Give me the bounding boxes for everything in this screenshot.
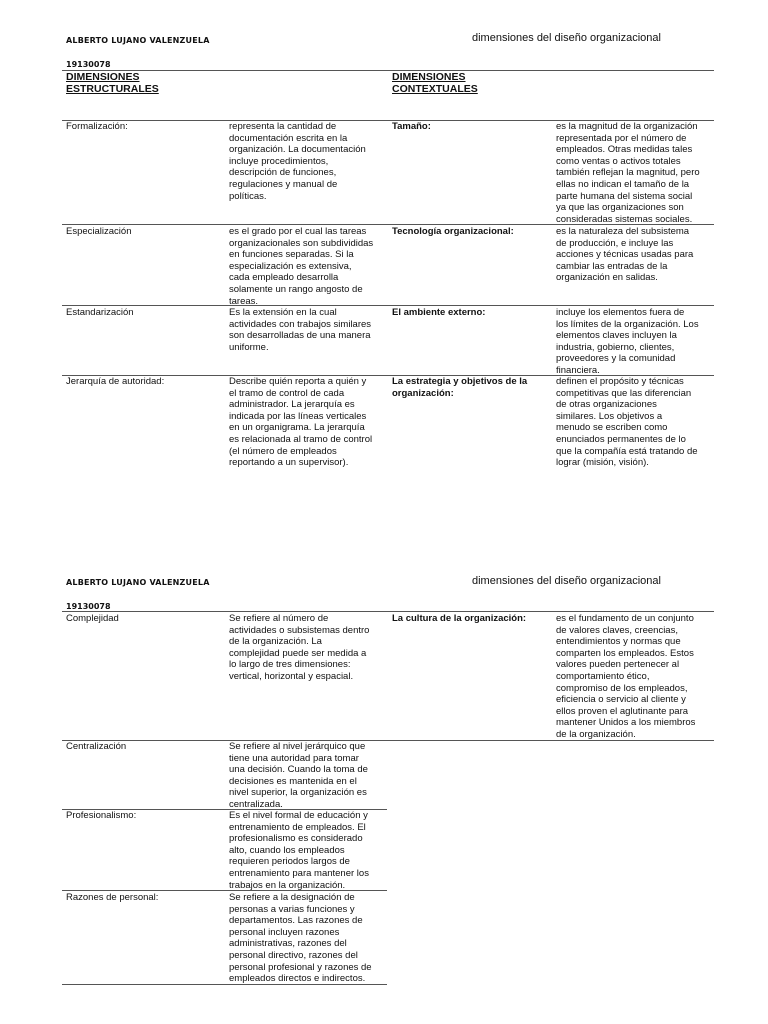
document-title: dimensiones del diseño organizacional (472, 575, 661, 587)
row-rule (62, 611, 714, 612)
structural-description: Describe quién reporta a quién y el tramo de control de cada administrador. La jerarquía es indicada por las líneas verticales en un organigrama. La jerarquía es relacionada al tramo de control (el número de empleados reportando a un supervisor). (229, 376, 373, 469)
contextual-header: DIMENSIONES CONTEXTUALES (392, 71, 478, 95)
document-title: dimensiones del diseño organizacional (472, 32, 661, 44)
structural-term: Formalización: (66, 121, 128, 132)
structural-description: Se refiere al número de actividades o subsistemas dentro de la organización. La complejidad puede ser medida a lo largo de tres dimensiones: vertical, horizontal y espacial. (229, 613, 370, 682)
contextual-description: incluye los elementos fuera de los límites de la organización. Los elementos claves incluyen la industria, gobierno, clientes, proveedores y la comunidad financiera. (556, 307, 699, 376)
contextual-description: definen el propósito y técnicas competitivas que las diferencian de otras organizaciones similares. Los objetivos a menudo se escriben como enunciados permanentes de lo que la compañía está tratando de lograr (misión, visión). (556, 376, 698, 469)
contextual-description: es la naturaleza del subsistema de producción, e incluye las acciones y técnicas usadas para cambiar las entradas de la organización en salidas. (556, 226, 694, 284)
contextual-term: El ambiente externo: (392, 307, 486, 318)
contextual-description: es la magnitud de la organización representada por el número de empleados. Otras medidas tales como ventas o activos totales también reflejan la magnitud, pero ellas no indican el tamaño de la parte humana del sistema social ya que las organizaciones son consideradas sistemas sociales. (556, 121, 700, 225)
structural-description: Se refiere al nivel jerárquico que tiene una autoridad para tomar una decisión. Cuando la toma de decisiones es mantenida en el nivel superior, la organización es centralizada. (229, 741, 368, 810)
author-name: ALBERTO LUJANO VALENZUELA (66, 578, 210, 587)
structural-term: Jerarquía de autoridad: (66, 376, 165, 387)
contextual-term: Tamaño: (392, 121, 431, 132)
contextual-term: Tecnología organizacional: (392, 226, 514, 237)
row-rule (62, 890, 387, 891)
author-name: ALBERTO LUJANO VALENZUELA (66, 36, 210, 45)
student-id: 19130078 (66, 602, 111, 611)
table-bottom-rule (62, 984, 387, 985)
student-id: 19130078 (66, 60, 111, 69)
structural-term: Complejidad (66, 613, 119, 624)
structural-header: DIMENSIONES ESTRUCTURALES (66, 71, 159, 95)
structural-term: Profesionalismo: (66, 810, 137, 821)
structural-term: Razones de personal: (66, 892, 159, 903)
structural-description: Es la extensión en la cual actividades con trabajos similares son desarrolladas de una manera uniforme. (229, 307, 372, 353)
structural-description: Es el nivel formal de educación y entrenamiento de empleados. El profesionalismo es considerado alto, cuando los empleados requieren periodos largos de entrenamiento para mantener los trabajos en la organización. (229, 810, 369, 891)
contextual-description: es el fundamento de un conjunto de valores claves, creencias, entendimientos y normas que comparten los empleados. Estos valores pueden pertenecer al comportamiento ético, compromiso de los empleados, eficiencia o servicio al cliente y ellos proven el aglutinante para mantener Unidos a los miembros de la organización. (556, 613, 696, 740)
structural-term: Especialización (66, 226, 132, 237)
contextual-term: La cultura de la organización: (392, 613, 527, 624)
structural-description: Se refiere a la designación de personas a varias funciones y departamentos. Las razones de personal incluyen razones administrativas, razones del personal directivo, razones del personal profesional y razones de empleados directos e indirectos. (229, 892, 372, 985)
contextual-term: La estrategia y objetivos de la organización: (392, 376, 528, 399)
structural-description: representa la cantidad de documentación escrita en la organización. La documentación incluye procedimientos, descripción de funciones, regulaciones y manual de políticas. (229, 121, 366, 202)
structural-description: es el grado por el cual las tareas organizacionales son subdivididas en funciones separadas. Si la especialización es extensiva, cada empleado desarrolla solamente un rango angosto de tareas. (229, 226, 374, 307)
structural-term: Estandarización (66, 307, 134, 318)
structural-term: Centralización (66, 741, 127, 752)
